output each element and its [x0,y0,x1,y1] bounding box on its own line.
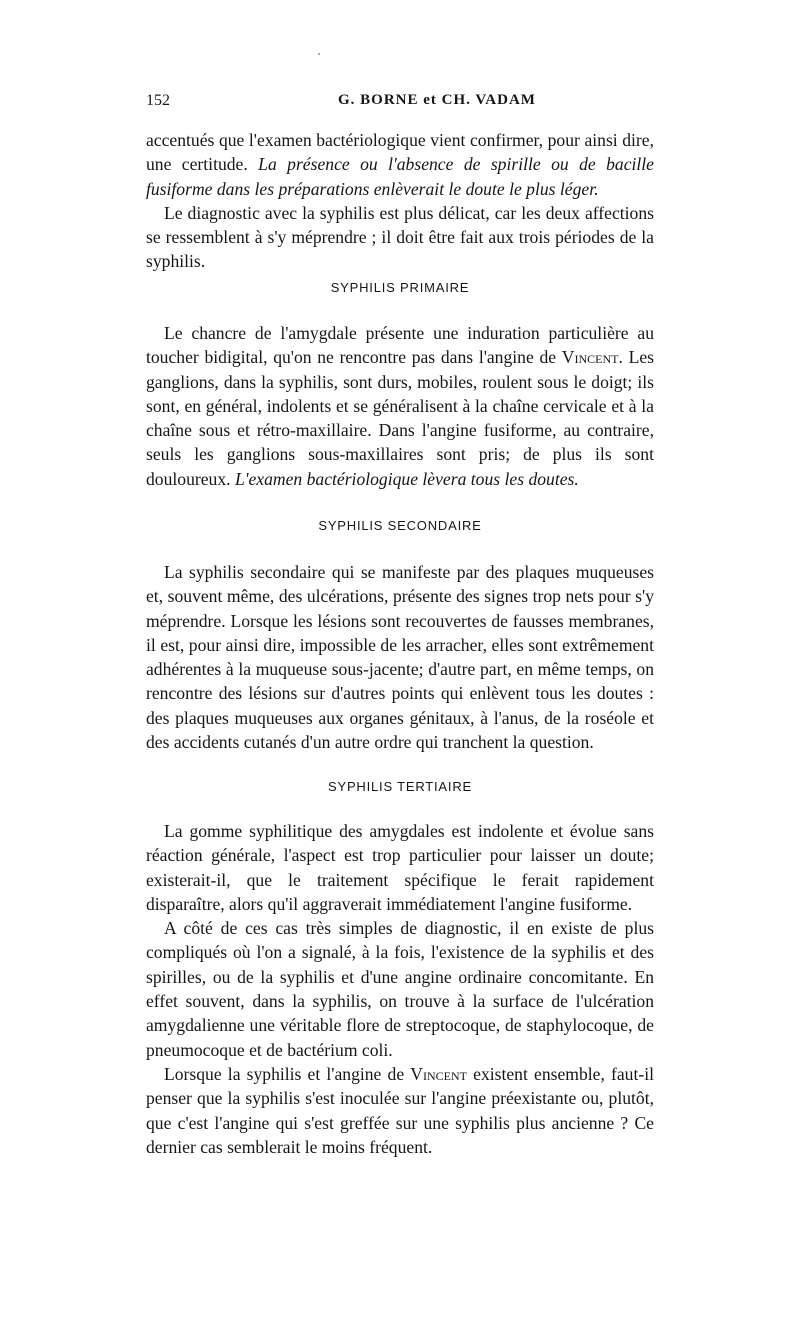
page-number: 152 [146,92,170,109]
author-name-vincent: Vincent [410,1063,467,1084]
heading-syphilis-secondaire: SYPHILIS SECONDAIRE [318,518,482,533]
intro-text: accentués que l'examen bactériologique vient confirmer, pour ainsi dire, une certitude. [146,130,654,175]
intro-block [146,128,654,274]
primaire-paragraph [146,321,654,491]
primaire-italic-text: L'examen bactériologique lèvera tous les doutes. [234,468,579,489]
primaire-text-b: . Les ganglions, dans la syphilis, sont durs, mobiles, roulent sous le doigt; ils sont, en général, indolents et se généralisent à la chaîne cervicale et à la chaîne sous et rétro-maxillaire. Dans l'angine fusiforme, au contraire, seuls les ganglions sous-maxillaires sont pris; de plus ils sont douloureux. [146,347,655,489]
tertiaire-paragraph-1: La gomme syphilitique des amygdales est indolente et évolue sans réaction générale, l'aspect est trop particulier pour laisser un doute; existerait-il, que le traitement spécifique le ferait rapidement disparaître, alors qu'il aggraverait immédiatement l'angine fusiforme. [146,821,654,914]
tertiaire-paragraph-2: A côté de ces cas très simples de diagnostic, il en existe de plus compliqués où l'on a signalé, à la fois, l'existence de la syphilis et des spirilles, ou de la syphilis et d'une angine ordinaire concomitante. En effet souvent, dans la syphilis, on trouve à la surface de l'ulcération amygdalienne une véritable flore de streptocoque, de staphylocoque, de pneumocoque et de bactérium coli. [146,918,654,1060]
tertiaire-text-a: Lorsque la syphilis et l'angine de [164,1063,411,1084]
paper-speck [318,53,320,55]
primaire-text-a: Le chancre de l'amygdale présente une induration particulière au toucher bidigital, qu'on ne rencontre pas dans l'angine de [146,323,654,368]
running-title: G. BORNE et CH. VADAM [338,92,536,108]
author-name-vincent: Vincent [561,347,619,368]
heading-syphilis-tertiaire: SYPHILIS TERTIAIRE [328,779,472,794]
intro-paragraph-2: Le diagnostic avec la syphilis est plus délicat, car les deux affections se ressemblent à s'y méprendre ; il doit être fait aux trois périodes de la syphilis. [146,202,654,272]
section-tertiaire-text [146,819,654,1159]
intro-italic-text: La présence ou l'absence de spirille ou de bacille fusiforme dans les préparations enlèverait le doute le plus léger. [146,154,654,199]
intro-paragraph-1 [146,128,654,201]
tertiaire-paragraph-3 [146,1062,654,1159]
section-primaire-text [146,321,654,491]
section-secondaire-text [146,560,654,754]
tertiaire-text-b: existent ensemble, faut-il penser que la syphilis s'est inoculée sur l'angine préexistante ou, plutôt, que c'est l'angine qui s'est greffée sur une syphilis plus ancienne ? Ce dernier cas semblerait le moins fréquent. [146,1063,654,1157]
heading-syphilis-primaire: SYPHILIS PRIMAIRE [330,280,470,295]
page-header [146,92,654,114]
secondaire-paragraph: La syphilis secondaire qui se manifeste par des plaques muqueuses et, souvent même, des ulcérations, présente des signes trop nets pour s'y méprendre. Lorsque les lésions sont recouvertes de fausses membranes, il est, pour ainsi dire, impossible de les arracher, elles sont extrêmement adhérentes à la muqueuse sous-jacente; d'autre part, en même temps, on rencontre des lésions sur d'autres points qui enlèvent tous les doutes : des plaques muqueuses aux organes génitaux, à l'anus, de la roséole et des accidents cutanés d'un autre ordre qui tranchent la question. [146,562,654,753]
